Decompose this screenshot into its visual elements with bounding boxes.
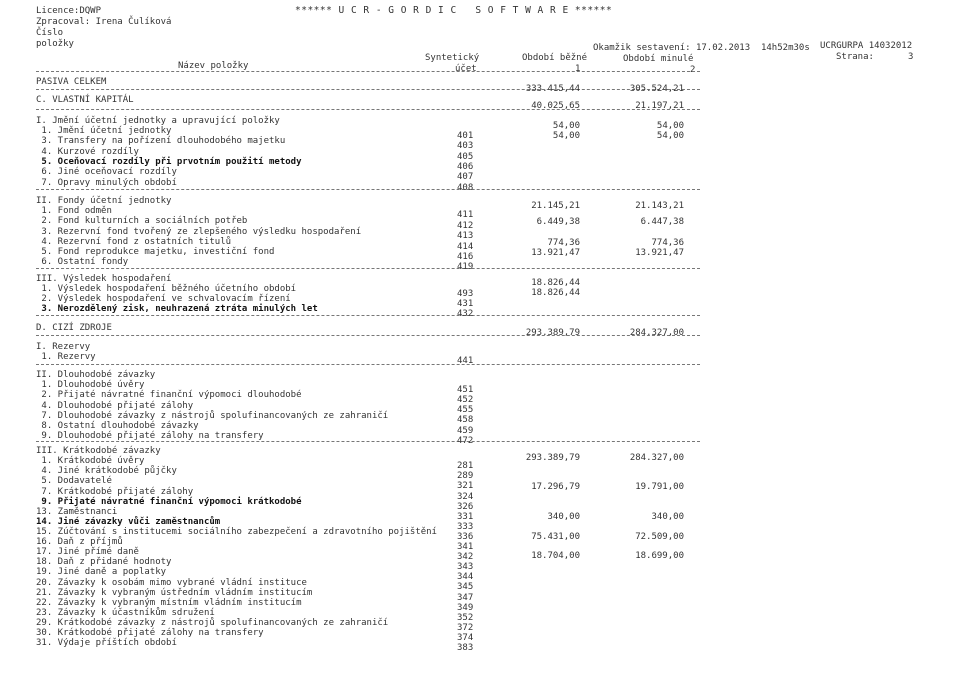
row-account: 352 bbox=[457, 613, 474, 623]
row-account: 372 bbox=[457, 623, 474, 633]
row-label: 30. Krátkodobé přijaté zálohy na transfery bbox=[36, 628, 264, 638]
row-label: 1. Fond odměn bbox=[36, 206, 112, 216]
row-label: 6. Ostatní fondy bbox=[36, 257, 129, 267]
section-separator bbox=[36, 315, 700, 316]
row-account: 458 bbox=[457, 415, 474, 425]
row-value-current: 21.145,21 bbox=[531, 201, 580, 211]
row-label: 9. Dlouhodobé přijaté zálohy na transfery bbox=[36, 431, 264, 441]
row-label: 3. Nerozdělený zisk, neuhrazená ztráta minulých let bbox=[36, 304, 318, 314]
row-account: 374 bbox=[457, 633, 474, 643]
synteticky-header: Syntetický bbox=[425, 53, 480, 63]
row-account: 383 bbox=[457, 643, 474, 653]
row-label: 2. Výsledek hospodaření ve schvalovacím řízení bbox=[36, 294, 291, 304]
row-value-current: 13.921,47 bbox=[531, 248, 580, 258]
row-label: 2. Fond kulturních a sociálních potřeb bbox=[36, 216, 248, 226]
row-value-previous: 284.327,00 bbox=[629, 453, 684, 463]
row-account: 401 bbox=[457, 131, 474, 141]
row-account: 455 bbox=[457, 405, 474, 415]
row-value-previous: 18.699,00 bbox=[635, 551, 684, 561]
report-code: UCRGURPA 14032012 bbox=[820, 41, 913, 51]
row-value-previous: 305.524,21 bbox=[629, 84, 684, 94]
row-account: 345 bbox=[457, 582, 474, 592]
row-label: 7. Dlouhodobé závazky z nástrojů spolufinancovaných ze zahraničí bbox=[36, 411, 389, 421]
row-value-current: 40.025,65 bbox=[531, 101, 580, 111]
row-label: 4. Kurzové rozdíly bbox=[36, 147, 139, 157]
row-account: 493 bbox=[457, 289, 474, 299]
row-account: 342 bbox=[457, 552, 474, 562]
row-label: D. CIZÍ ZDROJE bbox=[36, 323, 112, 333]
row-account: 324 bbox=[457, 492, 474, 502]
row-label: 4. Dlouhodobé přijaté zálohy bbox=[36, 401, 194, 411]
row-value-current: 333.415,44 bbox=[525, 84, 580, 94]
row-account: 331 bbox=[457, 512, 474, 522]
row-value-current: 54,00 bbox=[552, 121, 580, 131]
row-account: 405 bbox=[457, 152, 474, 162]
row-value-current: 774,36 bbox=[547, 238, 580, 248]
row-label: 22. Závazky k vybraným místním vládním institucím bbox=[36, 598, 302, 608]
row-account: 406 bbox=[457, 162, 474, 172]
row-label: II. Fondy účetní jednotky bbox=[36, 196, 172, 206]
section-separator bbox=[36, 441, 700, 442]
row-label: 13. Zaměstnanci bbox=[36, 507, 118, 517]
row-account: 403 bbox=[457, 141, 474, 151]
obdobi-bezne-num: 1 bbox=[575, 64, 581, 74]
row-value-previous: 13.921,47 bbox=[635, 248, 684, 258]
row-value-current: 6.449,38 bbox=[536, 217, 580, 227]
row-account: 416 bbox=[457, 252, 474, 262]
row-account: 333 bbox=[457, 522, 474, 532]
row-label: III. Výsledek hospodaření bbox=[36, 274, 172, 284]
row-label: 1. Dlouhodobé úvěry bbox=[36, 380, 145, 390]
row-value-current: 18.826,44 bbox=[531, 278, 580, 288]
row-label: I. Jmění účetní jednotky a upravující položky bbox=[36, 116, 280, 126]
row-account: 452 bbox=[457, 395, 474, 405]
header-separator bbox=[36, 71, 700, 72]
row-label: 9. Přijaté návratné finanční výpomoci krátkodobé bbox=[36, 497, 302, 507]
row-label: C. VLASTNÍ KAPITÁL bbox=[36, 95, 134, 105]
row-label: 4. Jiné krátkodobé půjčky bbox=[36, 466, 177, 476]
row-value-previous: 19.791,00 bbox=[635, 482, 684, 492]
row-account: 343 bbox=[457, 562, 474, 572]
row-value-previous: 21.197,21 bbox=[635, 101, 684, 111]
row-account: 413 bbox=[457, 231, 474, 241]
row-label: 21. Závazky k vybraným ústředním vládním institucím bbox=[36, 588, 313, 598]
row-label: 3. Rezervní fond tvořený ze zlepšeného výsledku hospodaření bbox=[36, 227, 362, 237]
row-account: 441 bbox=[457, 356, 474, 366]
row-value-previous: 72.509,00 bbox=[635, 532, 684, 542]
row-account: 341 bbox=[457, 542, 474, 552]
row-account: 411 bbox=[457, 210, 474, 220]
row-value-previous: 21.143,21 bbox=[635, 201, 684, 211]
row-label: 1. Rezervy bbox=[36, 352, 96, 362]
row-account: 281 bbox=[457, 461, 474, 471]
row-account: 459 bbox=[457, 426, 474, 436]
row-label: 31. Výdaje příštích období bbox=[36, 638, 177, 648]
row-account: 412 bbox=[457, 221, 474, 231]
row-label: 18. Daň z přidané hodnoty bbox=[36, 557, 172, 567]
row-account: 419 bbox=[457, 262, 474, 272]
row-label: 15. Zúčtování s institucemi sociálního zabezpečení a zdravotního pojištění bbox=[36, 527, 437, 537]
obdobi-bezne-header: Období běžné bbox=[522, 53, 588, 63]
row-value-current: 75.431,00 bbox=[531, 532, 580, 542]
row-account: 451 bbox=[457, 385, 474, 395]
row-value-previous: 54,00 bbox=[656, 131, 684, 141]
row-label: 3. Transfery na pořízení dlouhodobého majetku bbox=[36, 136, 286, 146]
row-account: 347 bbox=[457, 593, 474, 603]
strana-number: 3 bbox=[908, 52, 914, 62]
row-label: 5. Dodavatelé bbox=[36, 476, 112, 486]
row-value-previous: 284.327,00 bbox=[629, 328, 684, 338]
row-label: 29. Krátkodobé závazky z nástrojů spolufinancovaných ze zahraničí bbox=[36, 618, 389, 628]
row-account: 289 bbox=[457, 471, 474, 481]
obdobi-minule-num: 2 bbox=[690, 65, 696, 75]
row-label: 14. Jiné závazky vůči zaměstnancům bbox=[36, 517, 221, 527]
row-label: 5. Oceňovací rozdíly při prvotním použití metody bbox=[36, 157, 302, 167]
row-label: 7. Opravy minulých období bbox=[36, 178, 177, 188]
row-account: 414 bbox=[457, 242, 474, 252]
ucet-header: účet bbox=[455, 64, 477, 74]
polozky-header: položky bbox=[36, 39, 74, 49]
row-label: 4. Rezervní fond z ostatních titulů bbox=[36, 237, 232, 247]
row-label: I. Rezervy bbox=[36, 342, 91, 352]
row-account: 321 bbox=[457, 481, 474, 491]
row-label: 16. Daň z příjmů bbox=[36, 537, 123, 547]
row-value-current: 18.826,44 bbox=[531, 288, 580, 298]
row-label: 1. Krátkodobé úvěry bbox=[36, 456, 145, 466]
row-account: 432 bbox=[457, 309, 474, 319]
row-label: 7. Krátkodobé přijaté zálohy bbox=[36, 487, 194, 497]
nazev-polozky-header: Název položky bbox=[178, 61, 249, 71]
row-account: 472 bbox=[457, 436, 474, 446]
row-label: 8. Ostatní dlouhodobé závazky bbox=[36, 421, 199, 431]
section-separator bbox=[36, 189, 700, 190]
cislo-header: Číslo bbox=[36, 28, 64, 38]
row-value-current: 17.296,79 bbox=[531, 482, 580, 492]
row-label: 2. Přijaté návratné finanční výpomoci dlouhodobé bbox=[36, 390, 302, 400]
row-label: 23. Závazky k účastníkům sdružení bbox=[36, 608, 215, 618]
row-label: II. Dlouhodobé závazky bbox=[36, 370, 156, 380]
row-label: 19. Jiné daně a poplatky bbox=[36, 567, 167, 577]
section-separator bbox=[36, 364, 700, 365]
row-label: 5. Fond reprodukce majetku, investiční fond bbox=[36, 247, 275, 257]
section-separator bbox=[36, 268, 700, 269]
row-label: 1. Jmění účetní jednotky bbox=[36, 126, 172, 136]
row-value-previous: 6.447,38 bbox=[640, 217, 684, 227]
row-label: 17. Jiné přímé daně bbox=[36, 547, 139, 557]
okamzik-text: Okamžik sestavení: 17.02.2013 14h52m30s bbox=[593, 43, 810, 53]
row-account: 407 bbox=[457, 172, 474, 182]
row-account: 344 bbox=[457, 572, 474, 582]
row-label: 6. Jiné oceňovací rozdíly bbox=[36, 167, 177, 177]
row-label: PASIVA CELKEM bbox=[36, 77, 107, 87]
row-account: 336 bbox=[457, 532, 474, 542]
row-account: 326 bbox=[457, 502, 474, 512]
licence-text: Licence:DQWP bbox=[36, 6, 102, 16]
strana-label: Strana: bbox=[836, 52, 874, 62]
row-value-previous: 54,00 bbox=[656, 121, 684, 131]
zpracoval-text: Zpracoval: Irena Čulíková bbox=[36, 17, 172, 27]
row-account: 431 bbox=[457, 299, 474, 309]
row-value-current: 18.704,00 bbox=[531, 551, 580, 561]
row-account: 349 bbox=[457, 603, 474, 613]
row-label: 1. Výsledek hospodaření běžného účetního období bbox=[36, 284, 297, 294]
obdobi-minule-header: Období minulé bbox=[623, 54, 694, 64]
row-label: 20. Závazky k osobám mimo vybrané vládní instituce bbox=[36, 578, 307, 588]
row-value-previous: 340,00 bbox=[651, 512, 684, 522]
row-value-previous: 774,36 bbox=[651, 238, 684, 248]
row-value-current: 54,00 bbox=[552, 131, 580, 141]
row-value-current: 293.389,79 bbox=[525, 328, 580, 338]
row-label: III. Krátkodobé závazky bbox=[36, 446, 161, 456]
row-account: 408 bbox=[457, 183, 474, 193]
row-value-current: 293.389,79 bbox=[525, 453, 580, 463]
row-value-current: 340,00 bbox=[547, 512, 580, 522]
app-title: ****** U C R - G O R D I C S O F T W A R E ****** bbox=[295, 5, 613, 16]
